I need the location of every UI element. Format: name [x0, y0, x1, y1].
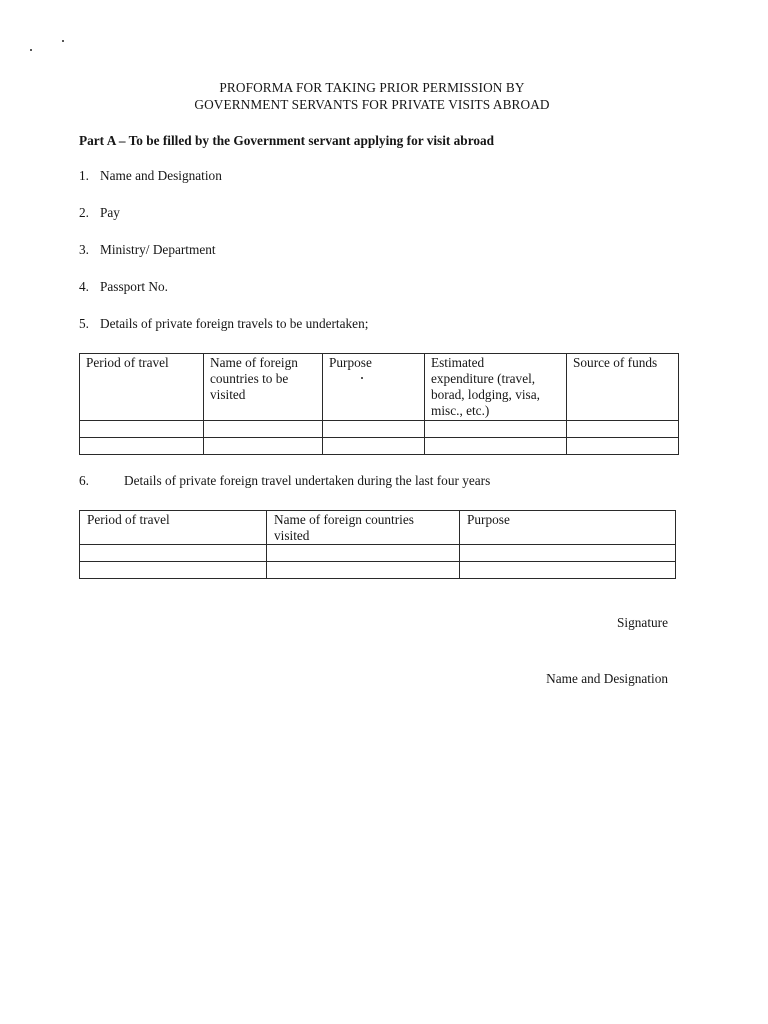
table-cell [267, 562, 460, 579]
table-cell [425, 438, 567, 455]
col-header-period-of-travel [80, 354, 204, 421]
item-number: 1. [79, 168, 89, 183]
header-line: visited [274, 528, 310, 543]
table-cell [80, 421, 204, 438]
table-cell [204, 438, 323, 455]
header-line: Estimated [431, 355, 485, 370]
table-row [80, 421, 679, 438]
table-row [80, 562, 676, 579]
table-cell [567, 438, 679, 455]
header-line: Name of foreign countries [274, 512, 414, 527]
header-line: visited [210, 387, 246, 402]
header-line: Purpose [329, 355, 372, 370]
table-cell [460, 545, 676, 562]
header-line: misc., etc.) [431, 403, 490, 418]
table-cell [80, 545, 267, 562]
past-travel-table [79, 510, 676, 579]
item-label: Details of private foreign travels to be undertaken; [100, 316, 369, 331]
col-header-purpose [323, 354, 425, 421]
table-row [80, 545, 676, 562]
item-label: Pay [100, 205, 120, 220]
form-title [172, 79, 572, 113]
item-number: 2. [79, 205, 89, 220]
table-cell [460, 562, 676, 579]
table-cell [80, 562, 267, 579]
header-line: expenditure (travel, [431, 371, 536, 386]
table-header-row [80, 511, 676, 545]
item-number: 3. [79, 242, 89, 257]
header-line: Purpose [467, 512, 510, 527]
header-line: Name of foreign [210, 355, 298, 370]
item-number: 6. [79, 473, 89, 488]
title-line-2: GOVERNMENT SERVANTS FOR PRIVATE VISITS ABROAD [194, 97, 550, 112]
scan-speck [30, 49, 32, 51]
name-designation-label: Name and Designation [546, 671, 668, 686]
table-cell [323, 421, 425, 438]
table-cell [80, 438, 204, 455]
planned-travel-table [79, 353, 679, 455]
header-line: Period of travel [87, 512, 170, 527]
part-a-heading: Part A – To be filled by the Government servant applying for visit abroad [79, 133, 495, 148]
col-header-period-of-travel [80, 511, 267, 545]
item-label: Name and Designation [100, 168, 222, 183]
header-line: borad, lodging, visa, [431, 387, 540, 402]
header-line: countries to be [210, 371, 289, 386]
table-cell [267, 545, 460, 562]
scan-speck [361, 377, 363, 379]
table-cell [567, 421, 679, 438]
header-line: Period of travel [86, 355, 169, 370]
item-label: Passport No. [100, 279, 168, 294]
header-line: Source of funds [573, 355, 658, 370]
table-cell [425, 421, 567, 438]
table-cell [323, 438, 425, 455]
table-header-row [80, 354, 679, 421]
col-header-estimated-expenditure [425, 354, 567, 421]
table-cell [204, 421, 323, 438]
item-label: Details of private foreign travel undertaken during the last four years [124, 473, 491, 488]
col-header-countries [204, 354, 323, 421]
table-row [80, 438, 679, 455]
signature-label: Signature [617, 615, 668, 630]
item-label: Ministry/ Department [100, 242, 216, 257]
col-header-purpose [460, 511, 676, 545]
scan-speck [62, 40, 64, 42]
item-number: 4. [79, 279, 89, 294]
col-header-source-of-funds [567, 354, 679, 421]
col-header-countries-visited [267, 511, 460, 545]
title-line-1: PROFORMA FOR TAKING PRIOR PERMISSION BY [219, 80, 525, 95]
item-number: 5. [79, 316, 89, 331]
